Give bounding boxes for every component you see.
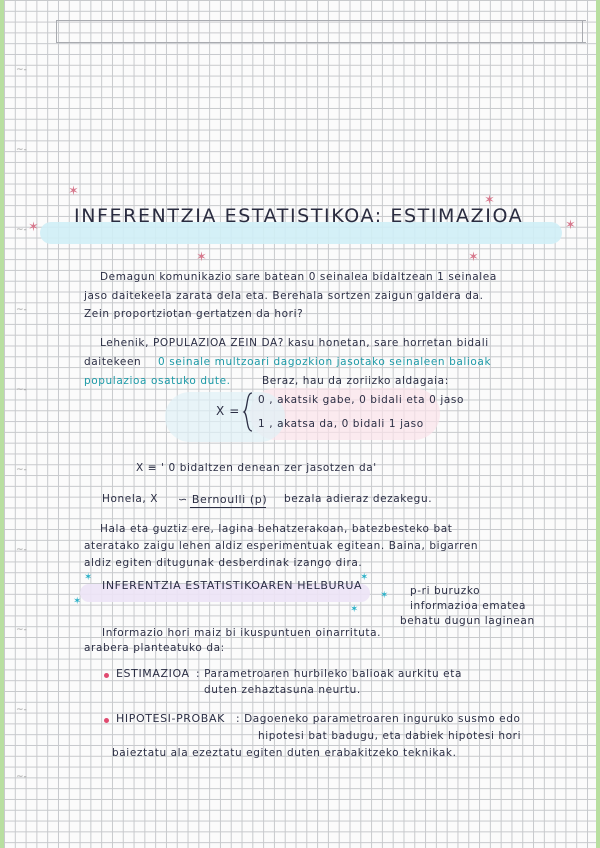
population-line-2-teal: 0 seinale multzoari dagozkion jasotako seinaleen balioak bbox=[158, 356, 492, 368]
star-icon: ✶ bbox=[196, 250, 207, 265]
binding-mark: ~- bbox=[16, 65, 27, 75]
star-icon: ✶ bbox=[468, 250, 479, 265]
page-frame-right bbox=[582, 20, 583, 43]
bullet-icon bbox=[104, 673, 109, 678]
goal-line-4: Informazio hori maiz bi ikuspuntuen oinarrituta. bbox=[102, 627, 382, 639]
bullet-icon bbox=[104, 718, 109, 723]
bernoulli-suffix: bezala adieraz dezakegu. bbox=[284, 493, 433, 505]
binding-mark: ~- bbox=[16, 385, 27, 395]
goal-heading: INFERENTZIA ESTATISTIKOAREN HELBURUA bbox=[102, 579, 363, 592]
variable-case-1: 0 , akatsik gabe, 0 bidali eta 0 jaso bbox=[258, 394, 464, 406]
population-line-1: Lehenik, POPULAZIOA ZEIN DA? kasu honetan, sare horretan bidali bbox=[100, 337, 489, 349]
curly-brace-icon bbox=[242, 392, 254, 432]
binding-mark: ~- bbox=[16, 465, 27, 475]
bernoulli-distribution: ∽ Bernoulli (p) bbox=[178, 493, 268, 506]
population-line-3-dark: Beraz, hau da zoriizko aldagaia: bbox=[262, 375, 449, 387]
bernoulli-prefix: Honela, X bbox=[102, 493, 159, 505]
binding-mark: ~- bbox=[16, 705, 27, 715]
star-icon: ✶ bbox=[350, 604, 359, 615]
hypothesis-text-1: : Dagoeneko parametroaren inguruko susmo edo bbox=[236, 713, 521, 725]
star-icon: ✶ bbox=[484, 193, 495, 208]
star-icon: ✶ bbox=[360, 572, 369, 583]
star-icon: ✶ bbox=[73, 596, 82, 607]
page-frame-top-2 bbox=[56, 42, 586, 43]
estimation-text-1: : Parametroaren hurbileko balioak aurkitu eta bbox=[196, 668, 462, 680]
variable-definition: X ≡ ' 0 bidaltzen denean zer jasotzen da' bbox=[136, 462, 377, 474]
binding-mark: ~- bbox=[16, 145, 27, 155]
goal-right-2: informazioa ematea bbox=[410, 600, 527, 612]
sampling-line-2: ateratako zaigu lehen aldiz esperimentuak egitean. Baina, bigarren bbox=[84, 540, 479, 552]
page-frame-top bbox=[56, 20, 586, 21]
sampling-line-3: aldiz egiten ditugunak desberdinak izango dira. bbox=[84, 557, 363, 569]
binding-mark: ~- bbox=[16, 625, 27, 635]
hypothesis-text-2: hipotesi bat badugu, eta dabiek hipotesi hori bbox=[258, 730, 522, 742]
hypothesis-label: HIPOTESI-PROBAK bbox=[116, 712, 225, 725]
estimation-label: ESTIMAZIOA bbox=[116, 667, 190, 680]
star-icon: ✶ bbox=[380, 590, 389, 601]
page-title: INFERENTZIA ESTATISTIKOA: ESTIMAZIOA bbox=[74, 205, 524, 227]
page-frame-left bbox=[56, 20, 57, 43]
population-line-2-dark: daitekeen bbox=[84, 356, 142, 368]
sampling-line-1: Hala eta guztiz ere, lagina behatzerakoan, batezbesteko bat bbox=[100, 523, 453, 535]
binding-mark: ~- bbox=[16, 305, 27, 315]
goal-line-5: arabera planteatuko da: bbox=[84, 642, 225, 654]
estimation-text-2: duten zehaztasuna neurtu. bbox=[204, 684, 361, 696]
star-icon: ✶ bbox=[84, 572, 93, 583]
star-icon: ✶ bbox=[68, 184, 79, 199]
binding-mark: ~- bbox=[16, 772, 27, 782]
goal-right-1: p-ri buruzko bbox=[410, 585, 481, 597]
binding-mark: ~- bbox=[16, 225, 27, 235]
intro-line-3: Zein proportziotan gertatzen da hori? bbox=[84, 308, 304, 320]
binding-mark: ~- bbox=[16, 545, 27, 555]
variable-case-2: 1 , akatsa da, 0 bidali 1 jaso bbox=[258, 418, 424, 430]
star-icon: ✶ bbox=[565, 218, 576, 233]
population-line-3-teal: populazioa osatuko dute. bbox=[84, 375, 231, 387]
x-label: X = bbox=[216, 404, 240, 418]
bernoulli-underline bbox=[190, 507, 266, 508]
star-icon: ✶ bbox=[28, 220, 39, 235]
intro-line-1: Demagun komunikazio sare batean 0 seinalea bidaltzean 1 seinalea bbox=[100, 271, 497, 283]
hypothesis-text-3: baieztatu ala ezeztatu egiten duten erabakitzeko teknikak. bbox=[112, 747, 457, 759]
intro-line-2: jaso daitekeela zarata dela eta. Berehala sortzen zaigun galdera da. bbox=[84, 290, 484, 302]
goal-right-3: behatu dugun laginean bbox=[400, 615, 535, 627]
